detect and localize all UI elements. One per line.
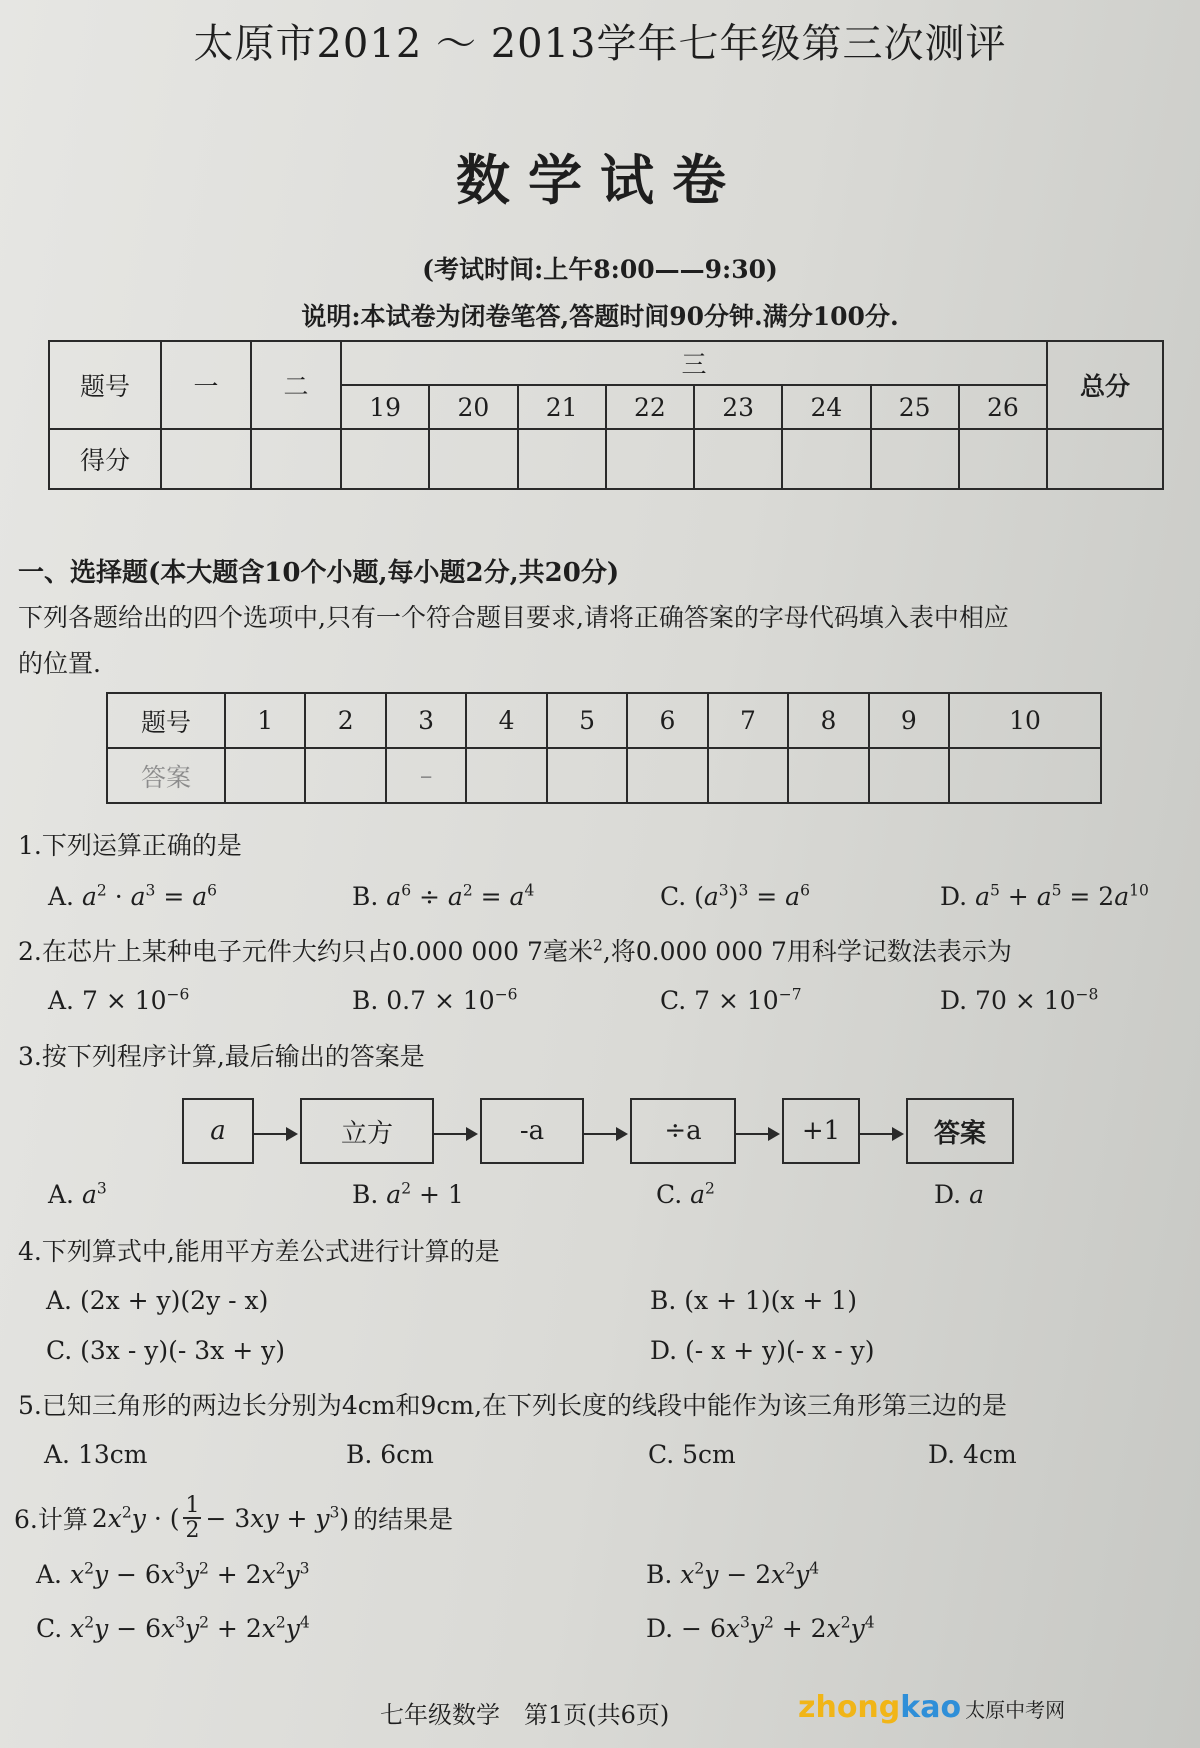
score-cell[interactable]: [161, 429, 251, 489]
flow-arrow: [582, 1133, 626, 1135]
logo-part-kao: kao: [900, 1690, 962, 1725]
score-cell[interactable]: [782, 429, 870, 489]
exam-instructions: 说明:本试卷为闭卷笔答,答题时间90分钟.满分100分.: [301, 302, 899, 331]
score-subcol: 22: [606, 385, 694, 429]
q6-expression-tail: − $3xy + y^3$): [205, 1503, 350, 1533]
section-1-heading-text: 一、选择题(本大题含10个小题,每小题2分,共20分): [18, 558, 620, 588]
q5-option-d[interactable]: D. 4cm: [928, 1440, 1017, 1469]
q6-fraction: $\frac{1}{2}$: [185, 1493, 200, 1544]
flow-arrow: [858, 1133, 902, 1135]
answer-number: 3: [386, 693, 466, 748]
q1-option-d[interactable]: D. $a^5 + a^5 = 2a^{10}$: [940, 881, 1149, 911]
answer-number: 9: [869, 693, 949, 748]
score-subcol: 21: [518, 385, 606, 429]
score-cell[interactable]: [606, 429, 694, 489]
q1-option-a[interactable]: A. $a^2 \cdot a^3 = a^6$: [48, 881, 217, 911]
q4-option-b[interactable]: B. (x + 1)(x + 1): [650, 1286, 857, 1315]
q2-option-c[interactable]: C. $7 \times 10^{-7}$: [660, 985, 802, 1015]
subject-title: 数学试卷: [456, 148, 744, 212]
q3-option-a[interactable]: A. $a^3$: [48, 1179, 107, 1209]
q3-option-c[interactable]: C. $a^2$: [656, 1179, 715, 1209]
q2-option-d[interactable]: D. $70 \times 10^{-8}$: [940, 985, 1099, 1015]
score-subcol: 25: [871, 385, 959, 429]
score-cell[interactable]: [341, 429, 429, 489]
score-subcol: 24: [782, 385, 870, 429]
flow-arrow: [252, 1133, 296, 1135]
answer-table-header-label: 题号: [107, 693, 225, 748]
q4-option-a[interactable]: A. (2x + y)(2y - x): [46, 1286, 269, 1315]
q2-stem: 2.在芯片上某种电子元件大约只占0.000 000 7毫米$^2$,将0.000 000 7用科学记数法表示为: [18, 936, 1012, 966]
q4-option-d[interactable]: D. (- x + y)(- x - y): [650, 1336, 875, 1365]
score-row-label: 得分: [49, 429, 161, 489]
q6-option-c[interactable]: C. $x^2y - 6x^3y^2 + 2x^2y^4$: [36, 1613, 310, 1643]
answer-number: 7: [708, 693, 788, 748]
score-cell[interactable]: [518, 429, 606, 489]
score-cell[interactable]: [871, 429, 959, 489]
q3-option-d[interactable]: D. a: [934, 1180, 984, 1209]
flow-box-divide-a: ÷a: [630, 1098, 736, 1164]
score-subcol: 19: [341, 385, 429, 429]
logo-part-zhong: zhong: [798, 1690, 901, 1725]
score-subcol: 23: [694, 385, 782, 429]
exam-header-title: 太原市2012 ～ 2013学年七年级第三次测评: [193, 21, 1007, 67]
answer-number: 6: [627, 693, 707, 748]
flow-arrow: [734, 1133, 778, 1135]
q6-option-a[interactable]: A. $x^2y - 6x^3y^2 + 2x^2y^3$: [36, 1559, 310, 1589]
score-total-label: 总分: [1047, 341, 1163, 429]
answer-cell[interactable]: [305, 748, 385, 803]
score-cell[interactable]: [959, 429, 1047, 489]
section-1-instruction-1: 下列各题给出的四个选项中,只有一个符合题目要求,请将正确答案的字母代码填入表中相应: [18, 603, 1009, 632]
answer-number: 5: [547, 693, 627, 748]
answer-number: 4: [466, 693, 546, 748]
score-subcol: 26: [959, 385, 1047, 429]
q6-stem: 6.计算 $2x^2y$ · ( $\frac{1}{2}$ − $3xy + y^3$) 的结果是: [14, 1493, 454, 1544]
answer-cell[interactable]: [708, 748, 788, 803]
q3-stem: 3.按下列程序计算,最后输出的答案是: [18, 1042, 425, 1071]
q2-option-a[interactable]: A. $7 \times 10^{-6}$: [48, 985, 190, 1015]
q5-option-b[interactable]: B. 6cm: [346, 1440, 434, 1469]
logo-site-name: 太原中考网: [965, 1698, 1066, 1722]
flow-box-cube: 立方: [300, 1098, 434, 1164]
answer-cell[interactable]: [869, 748, 949, 803]
q1-option-c[interactable]: C. $(a^3)^3 = a^6$: [660, 881, 810, 911]
answer-mark: –: [419, 761, 433, 790]
section-1-heading: [18, 552, 619, 589]
score-total-cell[interactable]: [1047, 429, 1163, 489]
q6-expression: $2x^2y$ · (: [91, 1503, 180, 1533]
answer-row-label: 答案: [107, 748, 225, 803]
q5-option-a[interactable]: A. 13cm: [44, 1440, 148, 1469]
answer-table: [106, 692, 1102, 804]
answer-cell[interactable]: [627, 748, 707, 803]
section-1-instruction-2: 的位置.: [18, 649, 101, 678]
q6-option-b[interactable]: B. $x^2y - 2x^2y^4$: [646, 1559, 820, 1589]
q5-option-c[interactable]: C. 5cm: [648, 1440, 736, 1469]
flow-box-input: a: [182, 1098, 254, 1164]
flow-box-minus-a: -a: [480, 1098, 584, 1164]
score-cell[interactable]: [694, 429, 782, 489]
answer-cell[interactable]: [466, 748, 546, 803]
answer-number: 2: [305, 693, 385, 748]
exam-time: (考试时间:上午8:00——9:30): [422, 255, 778, 284]
answer-cell[interactable]: [788, 748, 868, 803]
flow-arrow: [432, 1133, 476, 1135]
flow-box-answer: 答案: [906, 1098, 1014, 1164]
q6-option-d[interactable]: D. − $6x^3y^2 + 2x^2y^4$: [646, 1613, 875, 1643]
q1-option-b[interactable]: B. $a^6 \div a^2 = a^4$: [352, 881, 535, 911]
score-col-3: 三: [341, 341, 1047, 385]
score-col-1: 一: [161, 341, 251, 429]
answer-number: 10: [949, 693, 1101, 748]
q2-option-b[interactable]: B. $0.7 \times 10^{-6}$: [352, 985, 518, 1015]
q5-stem: 5.已知三角形的两边长分别为4cm和9cm,在下列长度的线段中能作为该三角形第三边的是: [18, 1391, 1008, 1420]
q1-stem: 1.下列运算正确的是: [18, 831, 242, 860]
score-table-header-label: 题号: [49, 341, 161, 429]
answer-cell[interactable]: [949, 748, 1101, 803]
answer-cell[interactable]: [225, 748, 305, 803]
score-col-2: 二: [251, 341, 341, 429]
score-cell[interactable]: [251, 429, 341, 489]
answer-number: 1: [225, 693, 305, 748]
answer-cell[interactable]: [386, 748, 466, 803]
score-cell[interactable]: [429, 429, 517, 489]
q3-option-b[interactable]: B. $a^2 + 1$: [352, 1179, 464, 1209]
q4-stem: 4.下列算式中,能用平方差公式进行计算的是: [18, 1237, 500, 1266]
site-watermark-logo: [798, 1690, 1065, 1725]
q4-option-c[interactable]: C. (3x - y)(- 3x + y): [46, 1336, 285, 1365]
page-footer: 七年级数学 第1页(共6页): [380, 1701, 670, 1729]
score-table: [48, 340, 1164, 490]
score-subcol: 20: [429, 385, 517, 429]
answer-cell[interactable]: [547, 748, 627, 803]
answer-number: 8: [788, 693, 868, 748]
flow-box-plus-one: +1: [782, 1098, 860, 1164]
